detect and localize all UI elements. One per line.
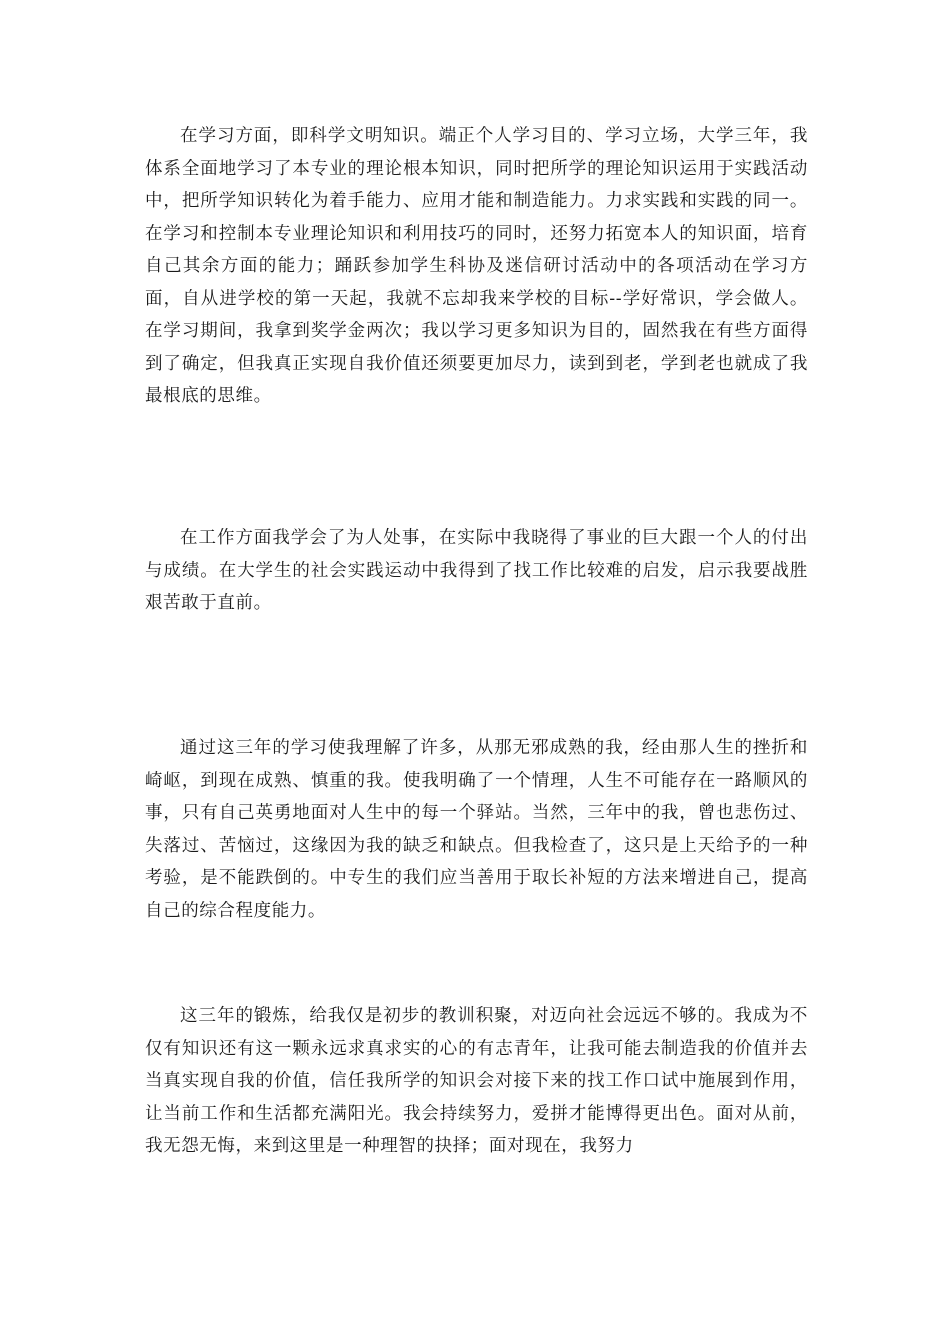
paragraph-work: 在工作方面我学会了为人处事，在实际中我晓得了事业的巨大跟一个人的付出与成绩。在大学生的社会实践运动中我得到了找工作比较难的启发，启示我要战胜艰苦敢于直前。 bbox=[145, 528, 808, 613]
paragraph-study: 在学习方面，即科学文明知识。端正个人学习目的、学习立场，大学三年，我体系全面地学习了本专业的理论根本知识，同时把所学的理论知识运用于实践活动中，把所学知识转化为着手能力、应用才能和制造能力。力求实践和实践的同一。在学习和控制本专业理论知识和利用技巧的同时，还努力拓宽本人的知识面，培育自己其余方面的能力；踊跃参加学生科协及迷信研讨活动中的各项活动在学习方面，自从进学校的第一天起，我就不忘却我来学校的目标--学好常识，学会做人。在学习期间，我拿到奖学金两次；我以学习更多知识为目的，固然我在有些方面得到了确定，但我真正实现自我价值还须要更加尽力，读到到老，学到老也就成了我最根底的思维。 bbox=[145, 126, 808, 406]
paragraph-growth: 通过这三年的学习使我理解了许多，从那无邪成熟的我，经由那人生的挫折和崎岖，到现在成熟、慎重的我。使我明确了一个情理，人生不可能存在一路顺风的事，只有自己英勇地面对人生中的每一个驿站。当然，三年中的我，曾也悲伤过、失落过、苦恼过，这缘因为我的缺乏和缺点。但我检查了，这只是上天给予的一种考验，是不能跌倒的。中专生的我们应当善用于取长补短的方法来增进自己，提高自己的综合程度能力。 bbox=[145, 738, 808, 921]
paragraph-outlook: 这三年的锻炼，给我仅是初步的教训积聚，对迈向社会远远不够的。我成为不仅有知识还有这一颗永远求真求实的心的有志青年，让我可能去制造我的价值并去当真实现自我的价值，信任我所学的知识会对接下来的找工作口试中施展到作用，让当前工作和生活都充满阳光。我会持续努力，爱拼才能博得更出色。面对从前，我无怨无悔，来到这里是一种理智的抉择；面对现在，我努力 bbox=[145, 1006, 808, 1156]
